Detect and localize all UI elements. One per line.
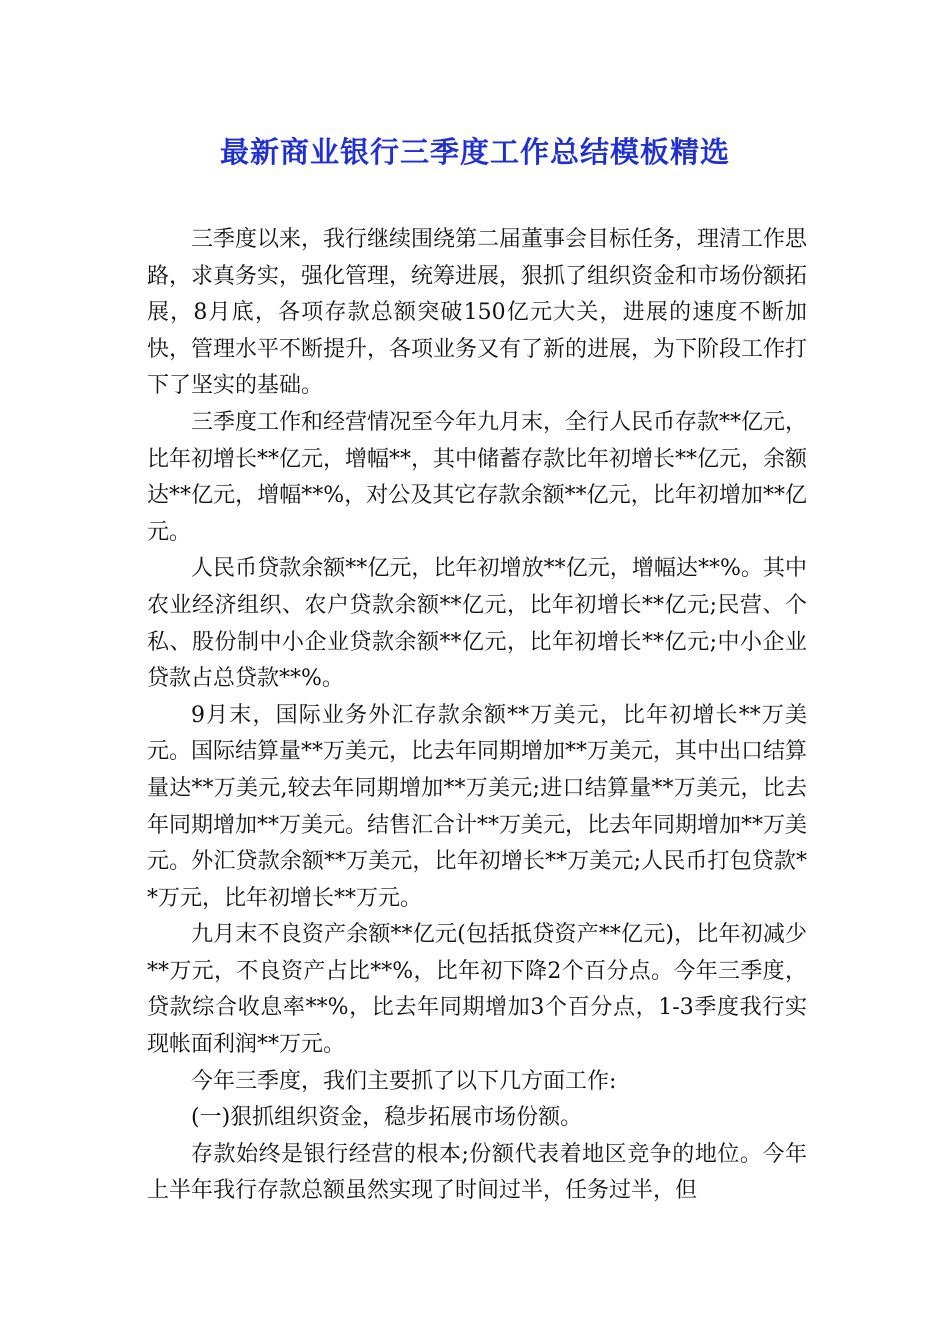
paragraph-7: (一)狠抓组织资金，稳步拓展市场份额。 <box>191 1105 583 1131</box>
document-body <box>147 222 807 1210</box>
paragraph-2: 三季度工作和经营情况至今年九月末，全行人民币存款**亿元，比年初增长**亿元，增幅**，其中储蓄存款比年初增长**亿元，余额达**亿元，增幅**%，对公及其它存款余额**亿元，比年初增加**亿元。 <box>147 409 808 545</box>
document-title: 最新商业银行三季度工作总结模板精选 <box>219 135 730 169</box>
paragraph-6: 今年三季度，我们主要抓了以下几方面工作: <box>191 1068 617 1094</box>
paragraph-8: 存款始终是银行经营的根本;份额代表着地区竞争的地位。今年上半年我行存款总额虽然实现了时间过半，任务过半，但 <box>147 1141 807 1204</box>
paragraph-3: 人民币贷款余额**亿元，比年初增放**亿元，增幅达**%。其中农业经济组织、农户贷款余额**亿元，比年初增长**亿元;民营、个私、股份制中小企业贷款余额**亿元，比年初增长**亿元;中小企业贷款占总贷款**%。 <box>147 556 807 692</box>
paragraph-1: 三季度以来，我行继续围绕第二届董事会目标任务，理清工作思路，求真务实，强化管理，统筹进展，狠抓了组织资金和市场份额拓展，8月底，各项存款总额突破150亿元大关，进展的速度不断加快，管理水平不断提升，各项业务又有了新的进展，为下阶段工作打下了坚实的基础。 <box>147 227 808 399</box>
paragraph-5: 九月末不良资产余额**亿元(包括抵贷资产**亿元)，比年初减少**万元，不良资产占比**%，比年初下降2个百分点。今年三季度，贷款综合收息率**%，比去年同期增加3个百分点，1-3季度我行实现帐面利润**万元。 <box>147 922 807 1058</box>
paragraph-4: 9月末，国际业务外汇存款余额**万美元，比年初增长**万美元。国际结算量**万美元，比去年同期增加**万美元，其中出口结算量达**万美元,较去年同期增加**万美元;进口结算量**万美元，比去年同期增加**万美元。结售汇合计**万美元，比去年同期增加**万美元。外汇贷款余额**万美元，比年初增长**万美元;人民币打包贷款**万元，比年初增长**万元。 <box>147 702 808 911</box>
